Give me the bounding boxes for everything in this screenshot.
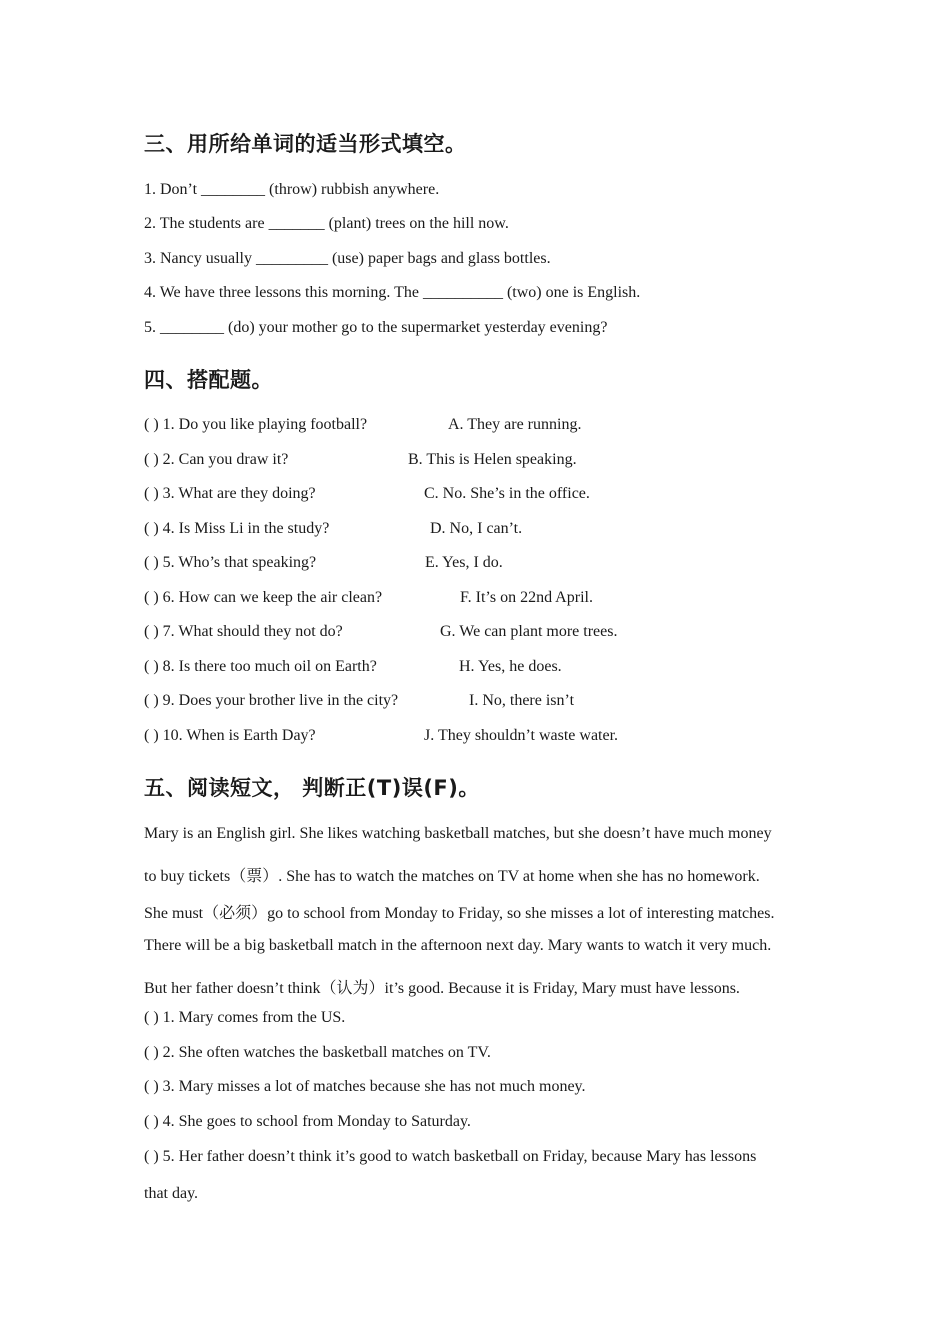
- match-answer: J. They shouldn’t waste water.: [424, 727, 619, 744]
- passage-line: to buy tickets（票）. She has to watch the matches on TV at home when she has no homework.: [144, 868, 760, 885]
- true-false-statement-5-continued: that day.: [144, 1185, 199, 1202]
- match-answer: G. We can plant more trees.: [440, 623, 618, 640]
- match-answer: D. No, I can’t.: [430, 520, 523, 537]
- fill-blank-item-1: 1. Don’t ________ (throw) rubbish anywhere.: [144, 181, 440, 198]
- match-answer: C. No. She’s in the office.: [424, 485, 590, 502]
- match-question: ( ) 6. How can we keep the air clean?: [144, 589, 383, 606]
- match-question: ( ) 10. When is Earth Day?: [144, 727, 316, 744]
- passage-line: But her father doesn’t think（认为）it’s good. Because it is Friday, Mary must have lessons.: [144, 980, 740, 997]
- match-answer: E. Yes, I do.: [425, 554, 503, 571]
- passage-line: She must（必须）go to school from Monday to Friday, so she misses a lot of interesting matches.: [144, 905, 775, 922]
- fill-blank-item-5: 5. ________ (do) your mother go to the supermarket yesterday evening?: [144, 319, 608, 336]
- match-question: ( ) 7. What should they not do?: [144, 623, 343, 640]
- true-false-statement-1: ( ) 1. Mary comes from the US.: [144, 1009, 346, 1026]
- fill-blank-item-4: 4. We have three lessons this morning. The __________ (two) one is English.: [144, 284, 641, 301]
- passage-line: There will be a big basketball match in the afternoon next day. Mary wants to watch it very much.: [144, 937, 772, 954]
- match-answer: I. No, there isn’t: [469, 692, 575, 709]
- fill-blank-item-3: 3. Nancy usually _________ (use) paper bags and glass bottles.: [144, 250, 551, 267]
- fill-blank-item-2: 2. The students are _______ (plant) trees on the hill now.: [144, 215, 509, 232]
- match-question: ( ) 8. Is there too much oil on Earth?: [144, 658, 377, 675]
- match-question: ( ) 1. Do you like playing football?: [144, 416, 368, 433]
- true-false-statement-5: ( ) 5. Her father doesn’t think it’s good to watch basketball on Friday, because Mary has lessons: [144, 1148, 757, 1165]
- true-false-statement-2: ( ) 2. She often watches the basketball matches on TV.: [144, 1044, 491, 1061]
- passage-line: Mary is an English girl. She likes watching basketball matches, but she doesn’t have much money: [144, 825, 772, 842]
- match-question: ( ) 4. Is Miss Li in the study?: [144, 520, 330, 537]
- match-question: ( ) 9. Does your brother live in the city?: [144, 692, 399, 709]
- match-answer: F. It’s on 22nd April.: [460, 589, 593, 606]
- match-question: ( ) 3. What are they doing?: [144, 485, 316, 502]
- true-false-statement-4: ( ) 4. She goes to school from Monday to Saturday.: [144, 1113, 471, 1130]
- match-answer: A. They are running.: [448, 416, 582, 433]
- section-3-title: 三、用所给单词的适当形式填空。: [144, 132, 467, 156]
- true-false-statement-3: ( ) 3. Mary misses a lot of matches because she has not much money.: [144, 1078, 586, 1095]
- match-answer: H. Yes, he does.: [459, 658, 562, 675]
- match-question: ( ) 5. Who’s that speaking?: [144, 554, 317, 571]
- section-4-title: 四、搭配题。: [144, 368, 273, 392]
- match-answer: B. This is Helen speaking.: [408, 451, 577, 468]
- section-5-title: 五、阅读短文， 判断正(T)误(F)。: [144, 776, 480, 800]
- match-question: ( ) 2. Can you draw it?: [144, 451, 289, 468]
